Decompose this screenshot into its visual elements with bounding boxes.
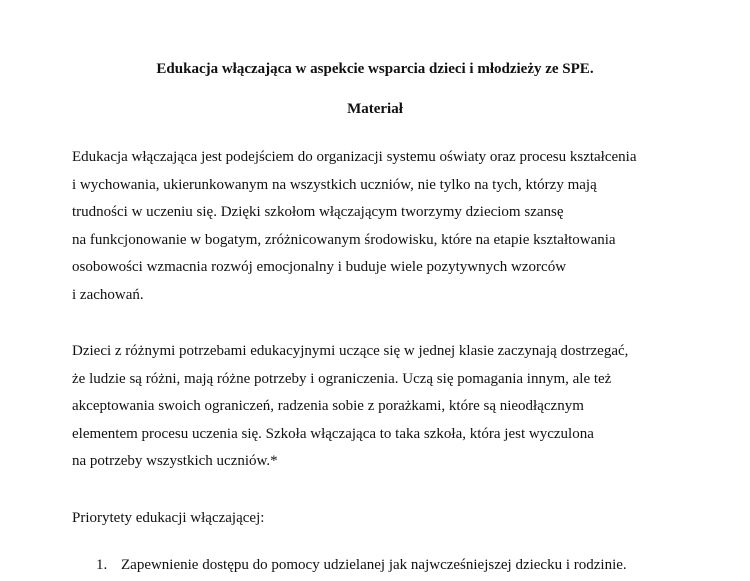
priorities-list <box>72 555 742 575</box>
document-subtitle: Materiał <box>347 101 403 117</box>
list-item-text: Zapewnienie dostępu do pomocy udzielanej jak najwcześniejszej dziecku i rodzinie. <box>121 557 627 573</box>
paragraph-intro <box>72 147 742 313</box>
paragraph-line: na funkcjonowanie w bogatym, zróżnicowanym środowisku, które na etapie kształtowania <box>72 231 616 248</box>
priorities-heading: Priorytety edukacji włączającej: <box>72 510 265 526</box>
document-title: Edukacja włączająca w aspekcie wsparcia dzieci i młodzieży ze SPE. <box>156 61 594 77</box>
paragraph-line: Dzieci z różnymi potrzebami edukacyjnymi uczące się w jednej klasie zaczynają dostrzegać, <box>72 343 629 359</box>
paragraph-line: na potrzeby wszystkich uczniów.* <box>72 453 278 470</box>
paragraph-diversity <box>72 341 742 479</box>
paragraph-line: Edukacja włączająca jest podejściem do organizacji systemu oświaty oraz procesu kształcenia <box>72 149 637 165</box>
paragraph-line: i zachowań. <box>72 286 144 303</box>
paragraph-line: trudności w uczeniu się. Dzięki szkołom włączającym tworzymy dzieciom szansę <box>72 204 564 221</box>
paragraph-line: i wychowania, ukierunkowanym na wszystkich uczniów, nie tylko na tych, którzy mają <box>72 176 597 193</box>
list-item <box>72 555 742 575</box>
list-item-number: 1. <box>96 557 108 573</box>
paragraph-line: osobowości wzmacnia rozwój emocjonalny i buduje wiele pozytywnych wzorców <box>72 259 567 276</box>
paragraph-line: akceptowania swoich ograniczeń, radzenia sobie z porażkami, które są nieodłącznym <box>72 398 584 415</box>
paragraph-line: że ludzie są różni, mają różne potrzeby i ograniczenia. Uczą się pomagania innym, ale też <box>72 370 612 387</box>
paragraph-line: elementem procesu uczenia się. Szkoła włączająca to taka szkoła, która jest wyczulona <box>72 425 594 442</box>
